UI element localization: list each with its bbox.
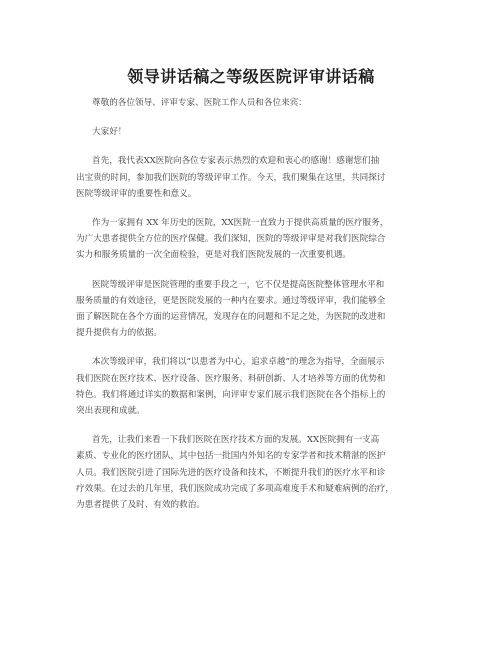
document-title: 领导讲话稿之等级医院评审讲话稿 [127, 67, 375, 86]
text-line: 为广大患者提供全方位的医疗保健。我们深知，医院的等级评审是对我们医院综合 [76, 234, 386, 245]
text-line: 疗效果。在过去的几年里，我们医院成功完成了多项高难度手术和疑难病例的治疗， [76, 483, 394, 494]
text-line: 医院等级评审的重要性和意义。 [76, 188, 197, 199]
text-line: 服务质量的有效途径，更是医院发展的一种内在要求。通过等级评审，我们能够全 [76, 295, 386, 306]
text-line: 面了解医院在各个方面的运营情况，发现存在的问题和不足之处，为医院的改进和 [76, 312, 386, 323]
paragraph-evaluation-philosophy [76, 354, 428, 419]
text-line: 人员。我们医院引进了国际先进的医疗设备和技术，不断提升我们的医疗水平和诊 [76, 467, 386, 478]
text-line: 出宝贵的时间，参加我们医院的等级评审工作。今天，我们聚集在这里，共同探讨 [76, 172, 386, 183]
paragraph-greeting [76, 124, 428, 140]
text-line: 为患者提供了及时、有效的救治。 [76, 500, 205, 511]
paragraph-hospital-history [76, 215, 428, 264]
text-line: 提升提供有力的依据。 [76, 328, 162, 339]
text-line: 我们医院在医疗技术、医疗设备、医疗服务、科研创新、人才培养等方面的优势和 [76, 373, 386, 384]
paragraph-evaluation-importance [76, 277, 428, 342]
paragraph-welcome [76, 153, 428, 202]
text-line: 大家好！ [92, 127, 127, 138]
text-line: 首先，我代表XX医院向各位专家表示热烈的欢迎和衷心的感谢！感谢您们抽 [92, 156, 380, 167]
paragraph-salutation [76, 95, 428, 111]
text-line: 素质、专业化的医疗团队，其中包括一批国内外知名的专家学者和技术精湛的医护 [76, 451, 386, 462]
text-line: 作为一家拥有 XX 年历史的医院，XX医院一直致力于提供高质量的医疗服务， [92, 218, 389, 229]
text-line: 特色。我们将通过详实的数据和案例，向评审专家们展示我们医院在各个指标上的 [76, 389, 386, 400]
text-line: 医院等级评审是医院管理的重要手段之一，它不仅是提高医院整体管理水平和 [92, 279, 385, 290]
text-line: 实力和服务质量的一次全面检验，更是对我们医院发展的一次重要机遇。 [76, 250, 352, 261]
text-line: 本次等级评审，我们将以“以患者为中心，追求卓越”的理念为指导，全面展示 [92, 357, 385, 368]
text-line: 首先，让我们来看一下我们医院在医疗技术方面的发展。XX医院拥有一支高 [92, 435, 380, 446]
document-body [76, 95, 428, 526]
paragraph-medical-technology [76, 432, 428, 513]
text-line: 尊敬的各位领导、评审专家、医院工作人员和各位来宾： [92, 98, 307, 108]
text-line: 突出表现和成就。 [76, 406, 145, 417]
